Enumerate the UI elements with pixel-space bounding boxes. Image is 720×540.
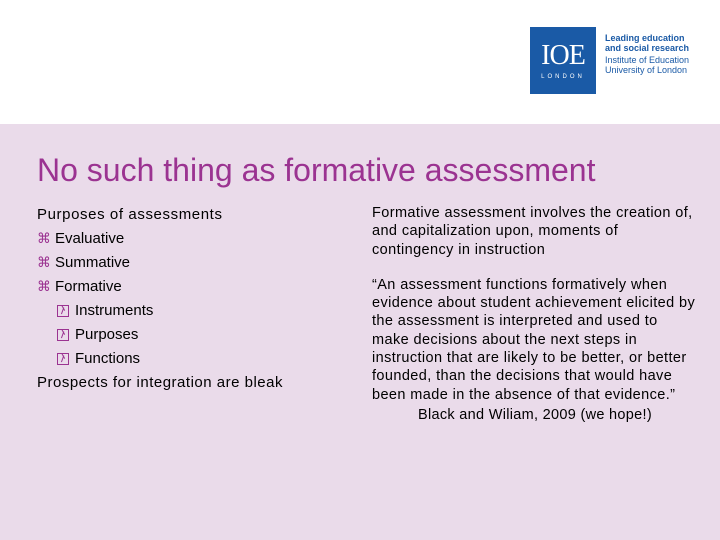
logo-box — [530, 27, 596, 94]
slide-body — [0, 124, 720, 540]
command-key-icon: ⌘ — [37, 230, 51, 246]
checkbox-icon — [57, 329, 69, 341]
list-item — [37, 277, 337, 296]
logo-text — [605, 27, 693, 94]
logo-line-2: and social research — [605, 43, 690, 53]
list-item-label: Formative — [55, 278, 122, 295]
logo-line-4: University of London — [605, 65, 688, 75]
definition-paragraph: Formative assessment involves the creation of, and capitalization upon, moments of contingency in instruction — [372, 205, 693, 258]
slide-header — [0, 0, 720, 124]
list-item — [37, 229, 337, 248]
checkbox-icon — [57, 353, 69, 365]
left-column — [37, 205, 337, 392]
logo-line-1: Leading education — [605, 33, 685, 43]
sub-list-item — [37, 325, 337, 344]
right-column — [372, 204, 697, 424]
quote-paragraph: “An assessment functions formatively when evidence about student achievement elicited by the assessment is interpreted and used to make decisions about the next steps in instruction that are likely to be better, or better founded, than the decisions that would have been made in the absence of that evidence.” — [372, 276, 696, 403]
command-key-icon: ⌘ — [37, 278, 51, 294]
command-key-icon: ⌘ — [37, 254, 51, 270]
ioe-logo — [530, 27, 693, 94]
sub-list-item — [37, 349, 337, 368]
logo-sub: LONDON — [541, 73, 585, 80]
citation: Black and Wiliam, 2009 (we hope!) — [418, 406, 652, 423]
purposes-heading: Purposes of assessments — [37, 206, 223, 223]
sub-list-item-label: Functions — [75, 350, 141, 367]
list-item-label: Evaluative — [55, 230, 125, 247]
slide-title: No such thing as formative assessment — [37, 152, 596, 188]
list-item — [37, 253, 337, 272]
prospects-text: Prospects for integration are bleak — [37, 374, 283, 391]
checkbox-icon — [57, 305, 69, 317]
logo-line-3: Institute of Education — [605, 55, 690, 65]
sub-list-item-label: Instruments — [75, 302, 154, 319]
sub-list-item — [37, 301, 337, 320]
logo-mark: IOE — [541, 39, 585, 71]
list-item-label: Summative — [55, 254, 131, 271]
sub-list-item-label: Purposes — [75, 326, 139, 343]
